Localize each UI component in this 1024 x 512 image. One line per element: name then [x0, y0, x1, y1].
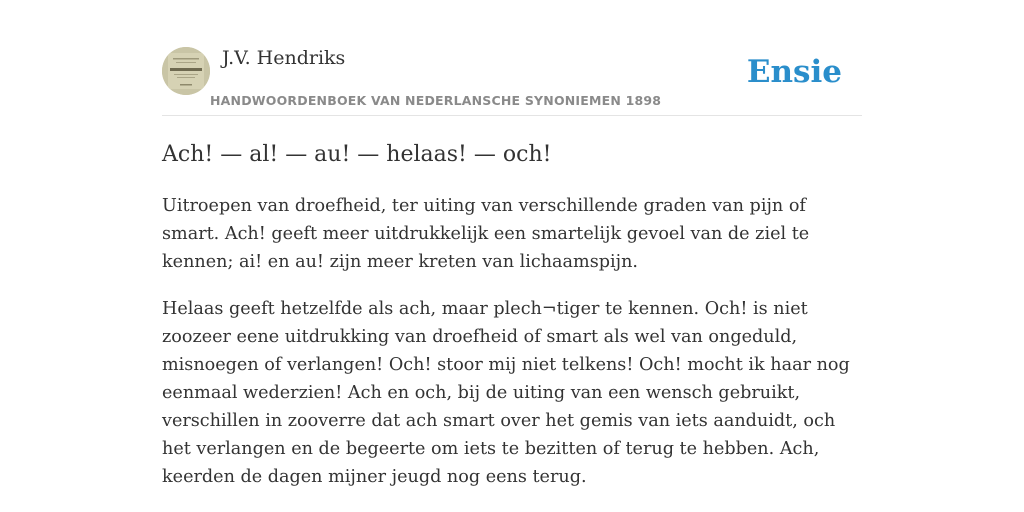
- entry-title: Ach! — al! — au! — helaas! — och!: [162, 142, 552, 167]
- source-title[interactable]: HANDWOORDENBOEK VAN NEDERLANSCHE SYNONIEMEN 1898: [210, 93, 662, 108]
- header-divider: [162, 115, 862, 116]
- author-link[interactable]: J.V. Hendriks: [222, 47, 346, 69]
- entry-body: [162, 192, 867, 510]
- header: [162, 46, 862, 116]
- entry-paragraph: Helaas geeft hetzelfde als ach, maar plech¬tiger te kennen. Och! is niet zoozeer eene uitdrukking van droefheid of smart als wel van ongeduld, misnoegen of verlangen! Och! stoor mij niet telkens! Och! mocht ik haar nog eenmaal wederzien! Ach en och, bij de uiting van een wensch gebruikt, verschillen in zooverre dat ach smart over het gemis van iets aanduidt, och het verlangen en de begeerte om iets te bezitten of terug te hebben. Ach, keerden de dagen mijner jeugd nog eens terug.: [162, 299, 850, 487]
- book-cover-icon: [162, 47, 210, 95]
- brand-logo[interactable]: Ensie: [746, 54, 842, 90]
- avatar[interactable]: [162, 47, 210, 95]
- entry-paragraph: Uitroepen van droefheid, ter uiting van verschillende graden van pijn of smart. Ach! geeft meer uitdrukkelijk een smartelijk gevoel van de ziel te kennen; ai! en au! zijn meer kreten van lichaamspijn.: [162, 196, 810, 272]
